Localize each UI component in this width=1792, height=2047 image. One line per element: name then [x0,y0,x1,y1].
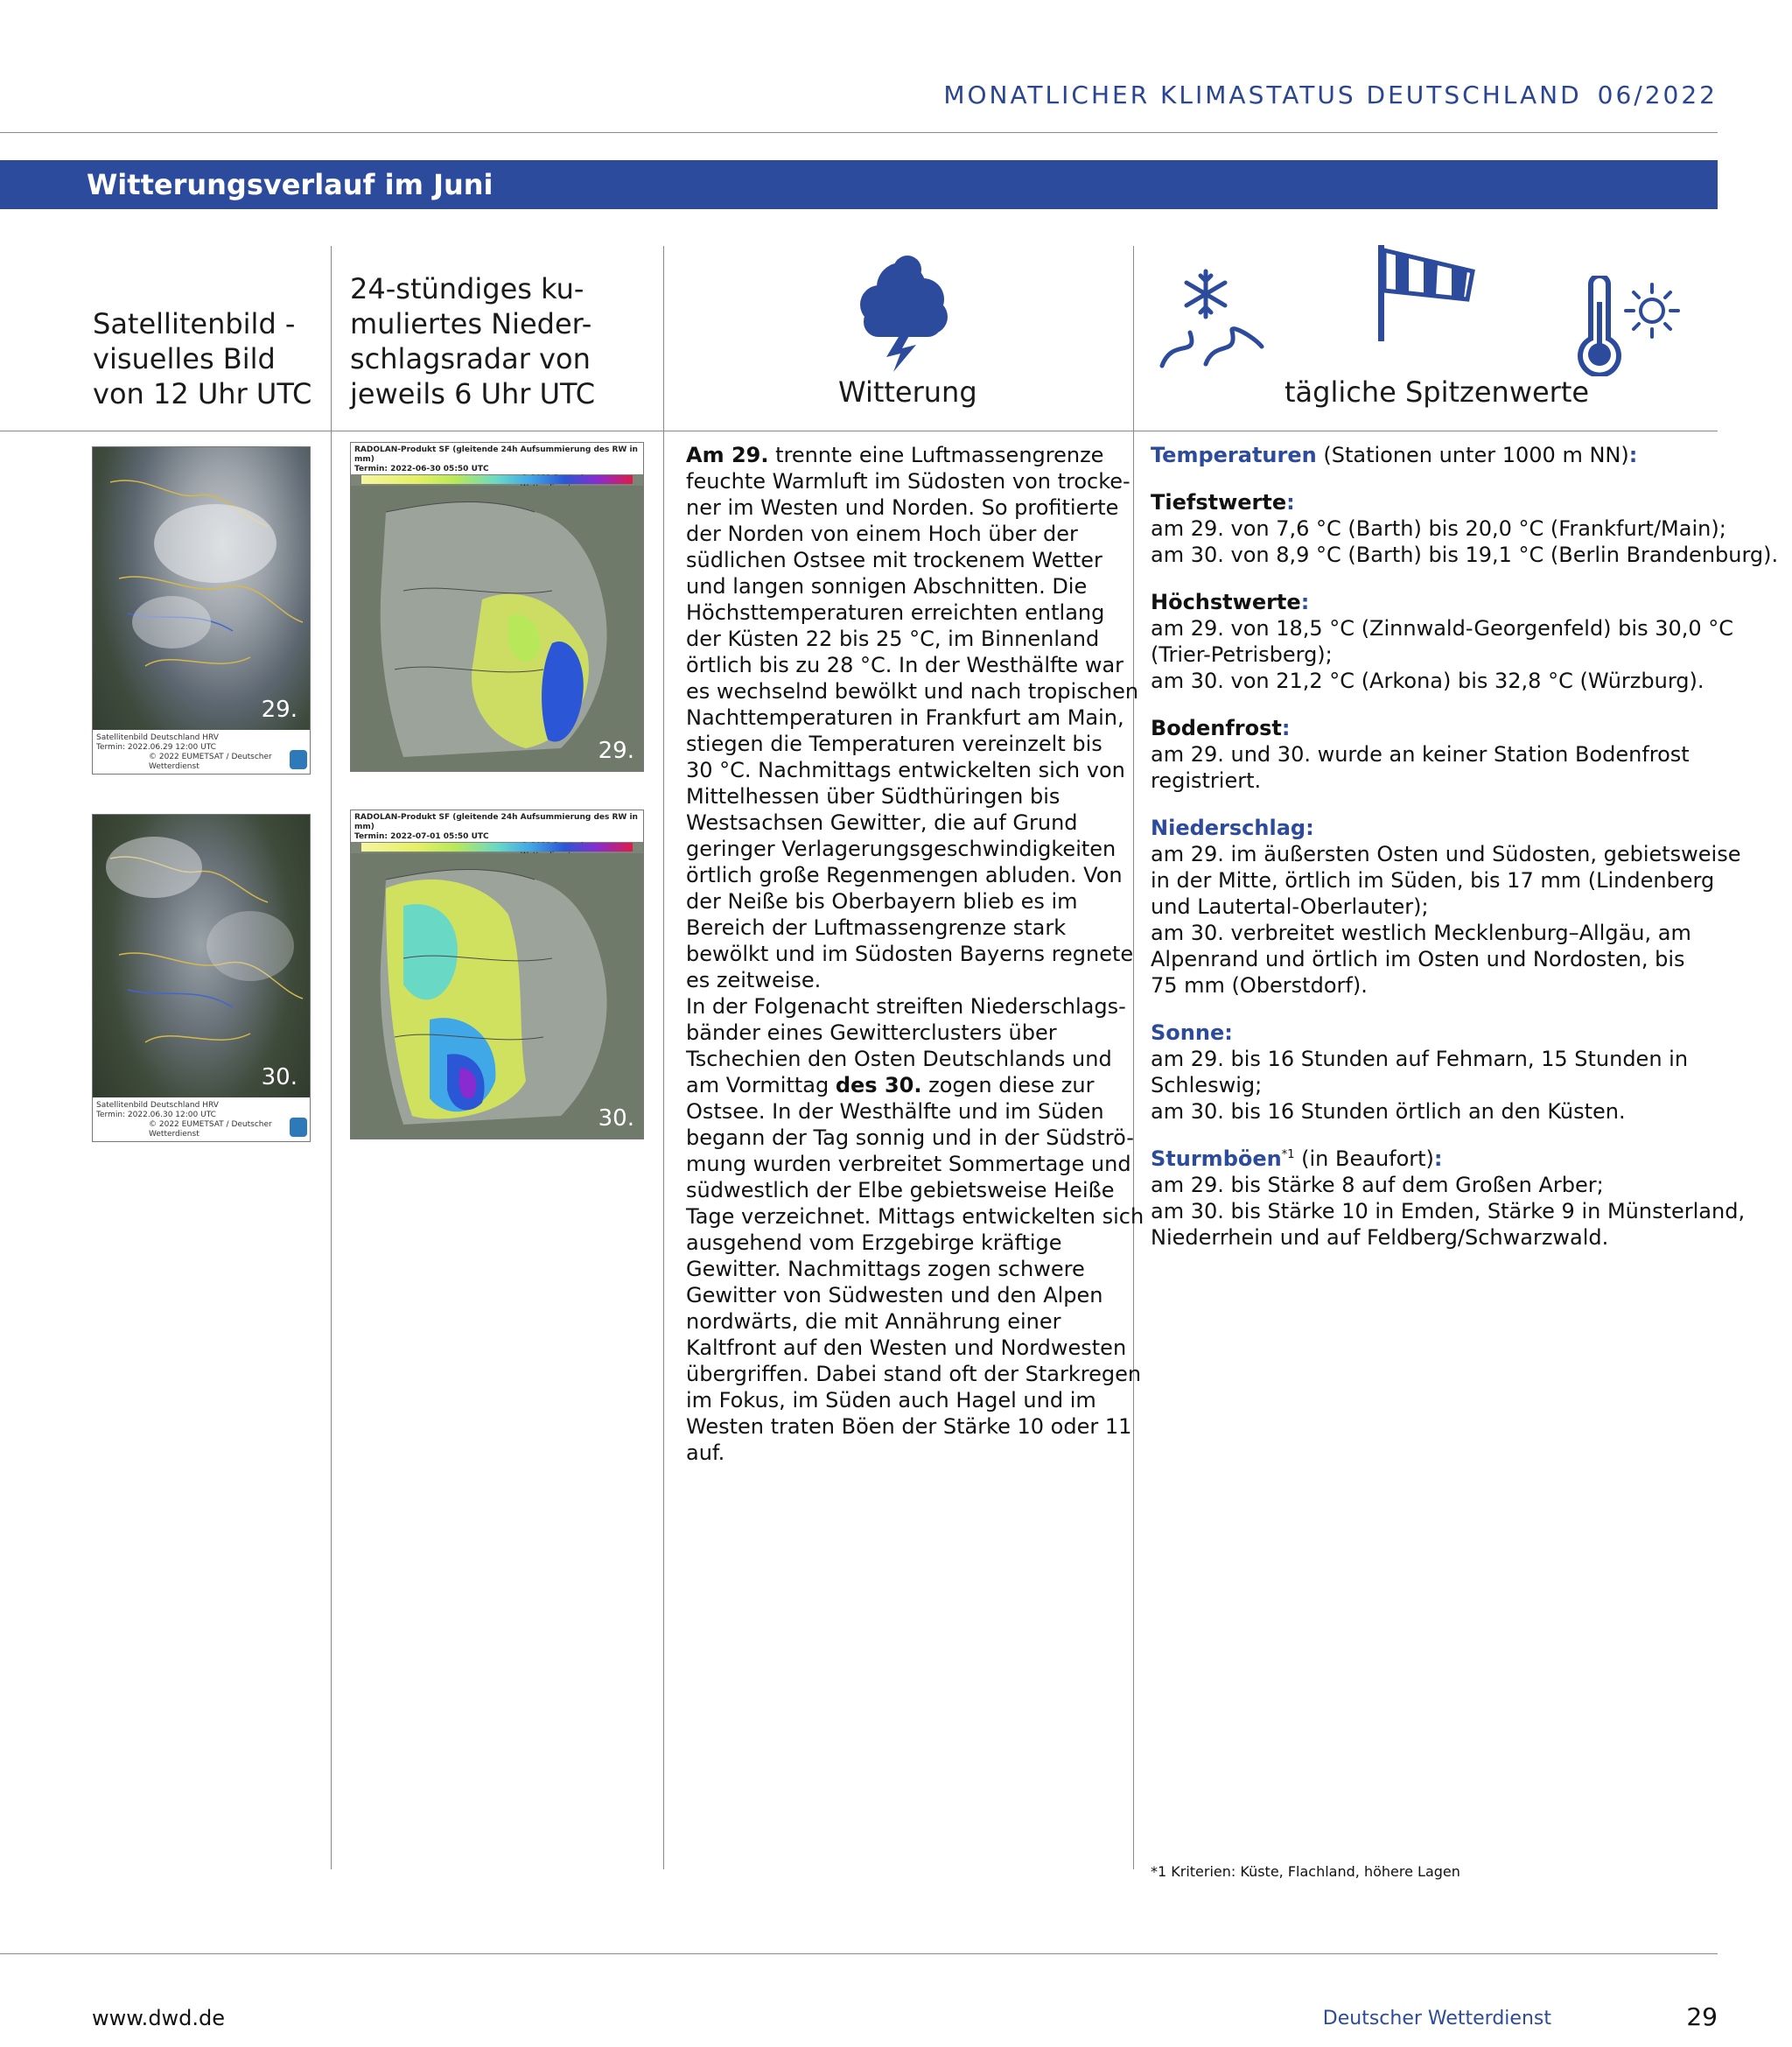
text-line: Mittelhessen über Südthüringen bis [686,784,1060,809]
section-heading: Niederschlag: [1151,816,1314,840]
text-line: Höchsttemperaturen erreichten entlang [686,600,1105,625]
text-line: örtlich bis zu 28 °C. In der Westhälfte war [686,653,1124,677]
heading-colon: : [1628,443,1638,467]
text-line: ausgehend vom Erzgebirge kräftige [686,1230,1062,1255]
text-line: 30 °C. Nachmittags entwickelten sich von [686,758,1125,782]
text-line: Westsachsen Gewitter, die auf Grund [686,810,1078,835]
heading-line: von 12 Uhr UTC [93,377,312,410]
heading-line: 24-stündiges ku- [350,272,584,305]
text-line: feuchte Warmluft im Südosten von trocke- [686,469,1130,494]
text-line: und langen sonnigen Abschnitten. Die [686,574,1088,599]
precipitation-section [1151,815,1741,999]
text-line: am 30. bis 16 Stunden örtlich an den Küsten. [1151,1099,1626,1124]
text-span: zogen diese zur [921,1073,1095,1097]
text-line: am 29. von 18,5 °C (Zinnwald-Georgenfeld) bis 30,0 °C [1151,616,1734,641]
satellite-image [92,814,311,1142]
text-span: am Vormittag [686,1073,836,1097]
text-line: Alpenrand und örtlich im Osten und Nordosten, bis [1151,947,1685,971]
text-line: stiegen die Temperaturen vereinzelt bis [686,732,1102,756]
text-line: (Trier-Petrisberg); [1151,642,1333,667]
date-emphasis: Am 29. [686,443,769,467]
report-title-text: MONATLICHER KLIMASTATUS DEUTSCHLAND [943,81,1582,109]
thermometer-sun-icon [1575,276,1684,380]
text-span: trennte eine Luftmassengrenze [768,443,1104,467]
weather-column-heading: Witterung [838,375,977,409]
satellite-column-heading [93,306,312,411]
ground-frost-section [1151,715,1724,794]
caption-line: Termin: 2022-07-01 05:50 UTC [354,832,489,841]
header-rule [0,132,1718,133]
footnote-marker: *1 [1281,1148,1295,1161]
report-title [928,81,1718,109]
text-line: und Lautertal-Oberlauter); [1151,894,1429,919]
text-line: Westen traten Böen der Stärke 10 oder 11 [686,1414,1132,1439]
snow-road-icon [1155,263,1269,380]
column-divider [331,246,332,1869]
precipitation-scale [361,475,633,484]
temperature-section [1151,442,1724,468]
radar-map [351,853,644,1139]
heading-note: (in Beaufort) [1294,1146,1434,1171]
image-caption [351,810,643,842]
sunshine-section [1151,1020,1724,1125]
dwd-logo [290,750,307,769]
section-heading: Sturmböen$^{*1}$ (in Beaufort): [1151,1146,1443,1171]
day-label: 30. [598,1105,634,1132]
text-line: auf. [686,1441,725,1465]
text-line: Gewitter von Südwesten und den Alpen [686,1283,1103,1307]
caption-line: Satellitenbild Deutschland HRV [96,733,219,742]
thundercloud-icon [853,254,949,375]
caption-line: © 2022 EUMETSAT / Deutscher Wetterdienst [149,753,272,771]
gusts-section [1151,1146,1746,1251]
footer-rule [0,1953,1718,1954]
text-line: Ostsee. In der Westhälfte und im Süden [686,1099,1104,1124]
text-line: am 29. bis Stärke 8 auf dem Großen Arber; [1151,1173,1604,1197]
text-line: registriert. [1151,768,1262,793]
text-line: übergriffen. Dabei stand oft der Starkregen [686,1362,1142,1386]
weather-narrative [686,442,1144,1466]
heading-line: jeweils 6 Uhr UTC [350,377,596,410]
satellite-map-overlay [93,815,311,1099]
text-line: bewölkt und im Südosten Bayerns regnete [686,942,1134,966]
text-line: mung wurden verbreitet Sommertage und [686,1152,1131,1176]
text-line: Tage verzeichnet. Mittags entwickelten sich [686,1204,1144,1229]
text-line: am 30. von 21,2 °C (Arkona) bis 32,8 °C (Würzburg). [1151,669,1704,693]
heading-line: schlagsradar von [350,342,591,375]
caption-line: Termin: 2022.06.29 12:00 UTC [96,743,216,752]
caption-line: RADOLAN-Produkt SF (gleitende 24h Aufsummierung des RW in mm) [354,445,638,464]
text-line [686,442,1124,468]
column-divider [663,246,664,1869]
dwd-logo [290,1118,307,1137]
text-line: örtlich große Regenmengen abluden. Von [686,863,1123,887]
satellite-image [92,446,311,775]
text-line: der Norden von einem Hoch über der [686,522,1078,546]
day-label: 30. [261,1064,298,1090]
text-line: südwestlich der Elbe gebietsweise Heiße [686,1178,1115,1202]
caption-line: © 2022 EUMETSAT / Deutscher Wetterdienst [149,1120,272,1139]
radar-image [350,810,644,1139]
caption-line: Termin: 2022-06-30 05:50 UTC [354,465,489,473]
text-line: Schleswig; [1151,1073,1263,1097]
peak-values [1151,442,1779,1272]
text-line: es wechselnd bewölkt und nach tropischen [686,679,1139,704]
satellite-map-overlay [93,447,311,732]
heading-line: visuelles Bild [93,342,276,375]
section-band [0,160,1718,209]
text-line: Gewitter. Nachmittags zogen schwere [686,1257,1085,1281]
precipitation-scale [361,843,633,852]
section-heading: Tiefstwerte: [1151,490,1295,515]
website-link[interactable]: www.dwd.de [92,2006,226,2030]
text-line: geringer Verlagerungsgeschwindigkeiten [686,837,1116,861]
heading-text: Sturmböen [1151,1146,1282,1171]
heading-line: Satellitenbild - [93,307,296,340]
footnote: *1 Kriterien: Küste, Flachland, höhere Lagen [1151,1863,1460,1880]
text-line: Niederrhein und auf Feldberg/Schwarzwald. [1151,1225,1609,1250]
text-line: im Fokus, im Süden auch Hagel und im [686,1388,1096,1413]
heading-text: Bodenfrost [1151,716,1282,740]
text-line: bänder eines Gewitterclusters über [686,1020,1057,1045]
text-line: begann der Tag sonnig und in der Südströ- [686,1125,1134,1150]
text-line: der Neiße bis Oberbayern blieb es im [686,889,1078,914]
text-line: In der Folgenacht streiften Niederschlags- [686,994,1126,1019]
heading-text: Temperaturen [1151,443,1317,467]
heading-text: Tiefstwerte [1151,490,1287,515]
section-title: Witterungsverlauf im Juni [87,168,494,201]
text-line: am 29. von 7,6 °C (Barth) bis 20,0 °C (Frankfurt/Main); [1151,516,1726,541]
text-line: am 29. bis 16 Stunden auf Fehmarn, 15 Stunden in [1151,1047,1689,1071]
text-line: der Küsten 22 bis 25 °C, im Binnenland [686,627,1100,651]
image-caption [93,1097,310,1141]
caption-line: Termin: 2022.06.30 12:00 UTC [96,1111,216,1119]
text-line: südlichen Ostsee mit trockenem Wetter [686,548,1102,572]
section-heading [1151,442,1724,468]
heading-line: muliertes Nieder- [350,307,592,340]
heading-note: (Stationen unter 1000 m NN) [1316,443,1629,467]
image-caption [351,443,643,474]
text-line: am 29. im äußersten Osten und Südosten, gebietsweise [1151,842,1741,866]
text-line: ner im Westen und Norden. So profitierte [686,495,1119,520]
radar-map [351,486,644,772]
text-line: am 30. von 8,9 °C (Barth) bis 19,1 °C (Berlin Brandenburg). [1151,543,1779,567]
text-line: 75 mm (Oberstdorf). [1151,973,1368,998]
caption-line: Satellitenbild Deutschland HRV [96,1101,219,1110]
day-label: 29. [261,697,298,723]
peaks-column-heading: tägliche Spitzenwerte [1284,375,1590,409]
radar-column-heading [350,271,595,411]
page-number: 29 [1686,2002,1718,2031]
report-period: 06/2022 [1597,81,1718,109]
text-line: Kaltfront auf den Westen und Nordwesten [686,1335,1127,1360]
windsock-icon [1369,245,1479,349]
minimum-section [1151,489,1779,568]
text-line: am 30. verbreitet westlich Mecklenburg–Allgäu, am [1151,921,1691,945]
section-heading: Sonne: [1151,1020,1233,1045]
text-line: am 29. und 30. wurde an keiner Station Bodenfrost [1151,742,1690,767]
image-caption [93,730,310,774]
publisher-name: Deutscher Wetterdienst [1322,2008,1551,2029]
column-divider [1133,246,1134,1869]
text-line: am 30. bis Stärke 10 in Emden, Stärke 9 in Münsterland, [1151,1199,1746,1223]
heading-text: Höchstwerte [1151,590,1301,614]
text-line: Tschechien den Osten Deutschlands und [686,1047,1112,1071]
section-heading: Bodenfrost: [1151,716,1291,740]
maximum-section [1151,589,1734,694]
text-line [686,1072,1124,1098]
text-line: Nachttemperaturen in Frankfurt am Main, [686,705,1124,730]
caption-line: RADOLAN-Produkt SF (gleitende 24h Aufsummierung des RW in mm) [354,813,638,831]
section-heading: Höchstwerte: [1151,590,1310,614]
text-line: nordwärts, die mit Annährung einer [686,1309,1061,1334]
date-emphasis: des 30. [835,1073,922,1097]
text-line: es zeitweise. [686,968,822,992]
day-label: 29. [598,738,634,764]
text-line: Bereich der Luftmassengrenze stark [686,915,1067,940]
text-line: in der Mitte, örtlich im Süden, bis 17 mm (Lindenberg [1151,868,1715,893]
radar-image [350,442,644,772]
